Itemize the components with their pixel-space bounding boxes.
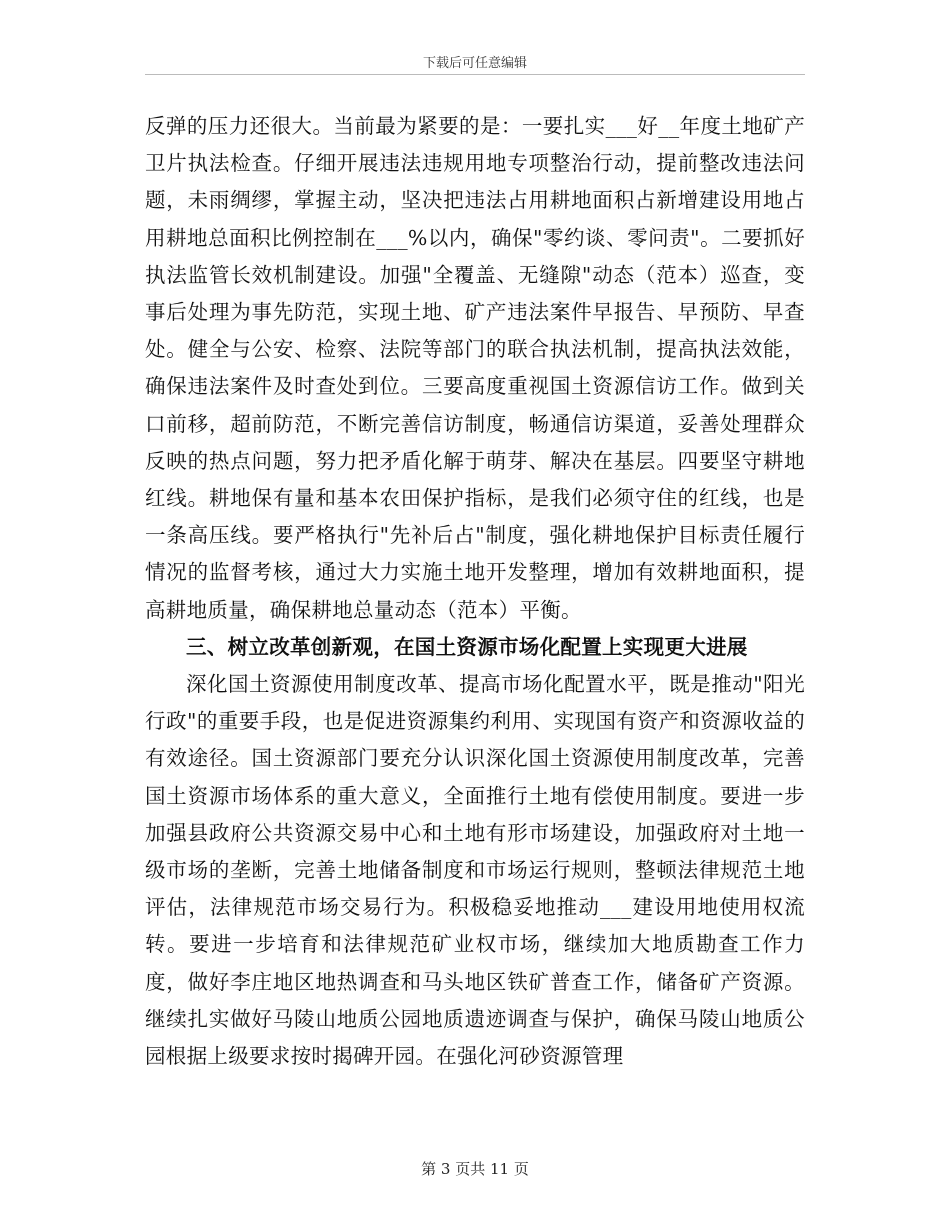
section-heading: 三、树立改革创新观，在国土资源市场化配置上实现更大进展: [186, 634, 748, 659]
page-header: 下载后可任意编辑: [422, 56, 527, 71]
document-body: [145, 108, 805, 1075]
page-footer: 第 3 页共 11 页: [421, 1160, 529, 1178]
paragraph-continuation: 反弹的压力还很大。当前最为紧要的是：一要扎实___好__年度土地矿产卫片执法检查。仔细开展违法违规用地专项整治行动，提前整改违法问题，未雨绸缪，掌握主动，坚决把违法占用耕地面积占新增建设用地占用耕地总面积比例控制在___%以内，确保"零约谈、零问责"。二要抓好执法监管长效机制建设。加强"全覆盖、无缝隙"动态（范本）巡查，变事后处理为事先防范，实现土地、矿产违法案件早报告、早预防、早查处。健全与公安、检察、法院等部门的联合执法机制，提高执法效能，确保违法案件及时查处到位。三要高度重视国土资源信访工作。做到关口前移，超前防范，不断完善信访制度，畅通信访渠道，妥善处理群众反映的热点问题，努力把矛盾化解于萌芽、解决在基层。四要坚守耕地红线。耕地保有量和基本农田保护指标，是我们必须守住的红线，也是一条高压线。要严格执行"先补后占"制度，强化耕地保护目标责任履行情况的监督考核，通过大力实施土地开发整理，增加有效耕地面积，提高耕地质量，确保耕地总量动态（范本）平衡。: [145, 114, 805, 622]
header-divider: [145, 74, 805, 75]
paragraph-section-three: 深化国土资源使用制度改革、提高市场化配置水平，既是推动"阳光行政"的重要手段，也是促进资源集约利用、实现国有资产和资源收益的有效途径。国土资源部门要充分认识深化国土资源使用制度改革，完善国土资源市场体系的重大意义，全面推行土地有偿使用制度。要进一步加强县政府公共资源交易中心和土地有形市场建设，加强政府对土地一级市场的垄断，完善土地储备制度和市场运行规则，整顿法律规范土地评估，法律规范市场交易行为。积极稳妥地推动___建设用地使用权流转。要进一步培育和法律规范矿业权市场，继续加大地质勘查工作力度，做好李庄地区地热调查和马头地区铁矿普查工作，储备矿产资源。继续扎实做好马陵山地质公园地质遗迹调查与保护，确保马陵山地质公园根据上级要求按时揭碑开园。在强化河砂资源管理: [145, 672, 805, 1069]
